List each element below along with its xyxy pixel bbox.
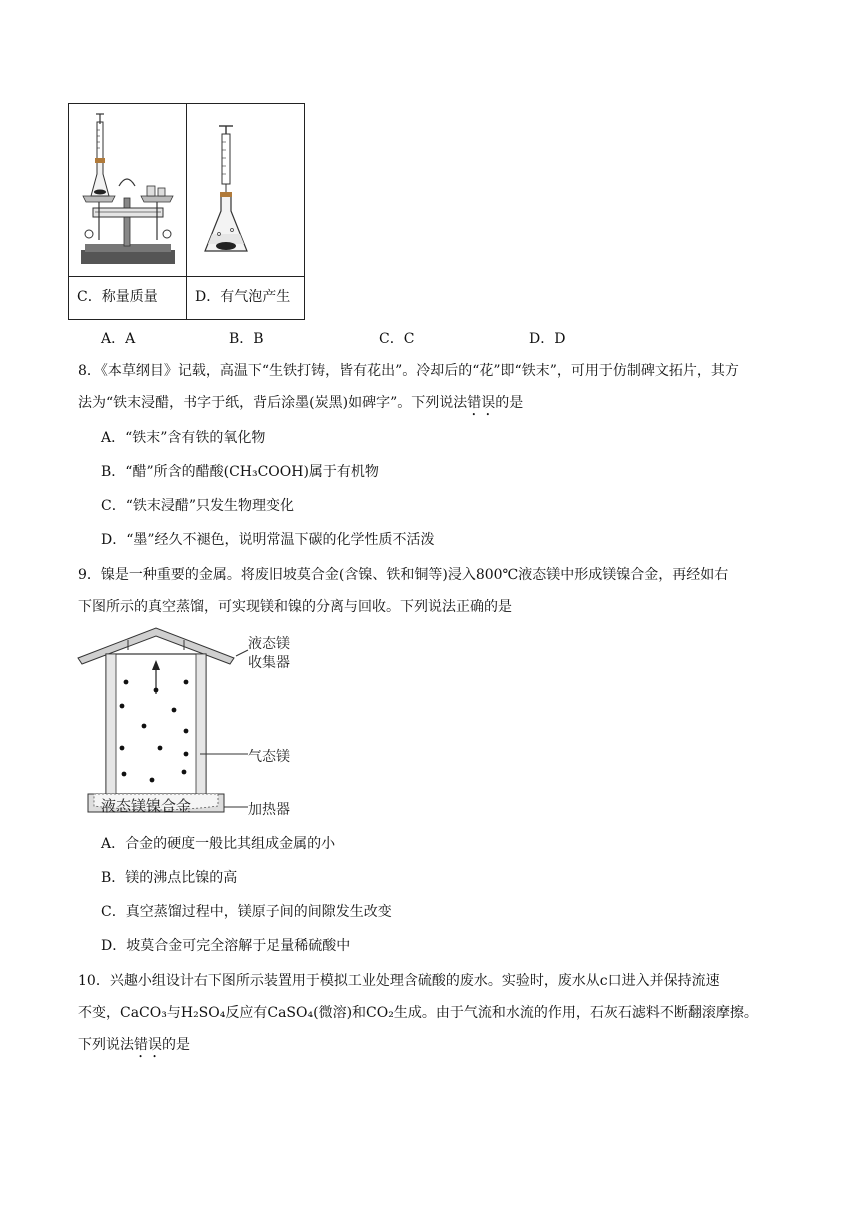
q9-option-b: B．镁的沸点比镍的高 xyxy=(101,870,238,886)
q10-stem-line3: 下列说法错误的是 xyxy=(78,1037,190,1053)
q9-option-a: A．合金的硬度一般比其组成金属的小 xyxy=(101,836,336,852)
q9-option-c: C．真空蒸馏过程中，镁原子间的间隙发生改变 xyxy=(101,904,392,920)
label-collector-1: 液态镁 xyxy=(248,636,290,652)
answer-a: A．A xyxy=(101,331,136,347)
q9-stem-line2: 下图所示的真空蒸馏，可实现镁和镍的分离与回收。下列说法正确的是 xyxy=(78,599,512,615)
balance-scale-icon xyxy=(75,112,181,272)
q9-stem-line1: 9．镍是一种重要的金属。将废旧坡莫合金(含镍、铁和铜等)浸入800℃液态镁中形成镁镍合金，再经如右 xyxy=(78,567,729,583)
q8-option-b: B．“醋”所含的醋酸(CH₃COOH)属于有机物 xyxy=(101,464,379,480)
label-collector-2: 收集器 xyxy=(248,655,290,671)
vacuum-distillation-icon xyxy=(76,626,356,822)
syringe-flask-icon xyxy=(199,122,259,264)
q8-stem-line1: 8．《本草纲目》记载，高温下“生铁打铸，皆有花出”。冷却后的“花”即“铁末”，可用于仿制碑文拓片，其方 xyxy=(78,363,739,379)
q8-option-c: C．“铁末浸醋”只发生物理变化 xyxy=(101,498,295,514)
answer-b: B．B xyxy=(229,331,264,347)
q9-option-d: D．坡莫合金可完全溶解于足量稀硫酸中 xyxy=(101,938,351,954)
label-alloy: 液态镁镍合金 xyxy=(101,797,192,815)
label-heater: 加热器 xyxy=(248,802,290,818)
emphasis-mark: 错误 xyxy=(134,1037,162,1053)
caption-c: C．称量质量 xyxy=(77,289,158,305)
q10-stem-line2: 不变，CaCO₃与H₂SO₄反应有CaSO₄(微溶)和CO₂生成。由于气流和水流的作用，石灰石滤料不断翻滚摩擦。 xyxy=(78,1005,758,1021)
caption-d: D．有气泡产生 xyxy=(195,289,291,305)
answer-c: C．C xyxy=(379,331,415,347)
q7-figure-table xyxy=(68,103,305,320)
q10-stem-line1: 10．兴趣小组设计右下图所示装置用于模拟工业处理含硫酸的废水。实验时，废水从c口进入并保持流速 xyxy=(78,973,720,989)
q8-option-d: D．“墨”经久不褪色，说明常温下碳的化学性质不活泼 xyxy=(101,532,435,548)
label-gas-mg: 气态镁 xyxy=(248,749,290,765)
emphasis-mark: 错误 xyxy=(467,395,496,411)
answer-d: D．D xyxy=(529,331,566,347)
q8-option-a: A．“铁末”含有铁的氧化物 xyxy=(101,430,266,446)
q8-stem-line2: 法为“铁末浸醋，书字于纸，背后涂墨(炭黑)如碑字”。下列说法错误的是 xyxy=(78,395,524,411)
